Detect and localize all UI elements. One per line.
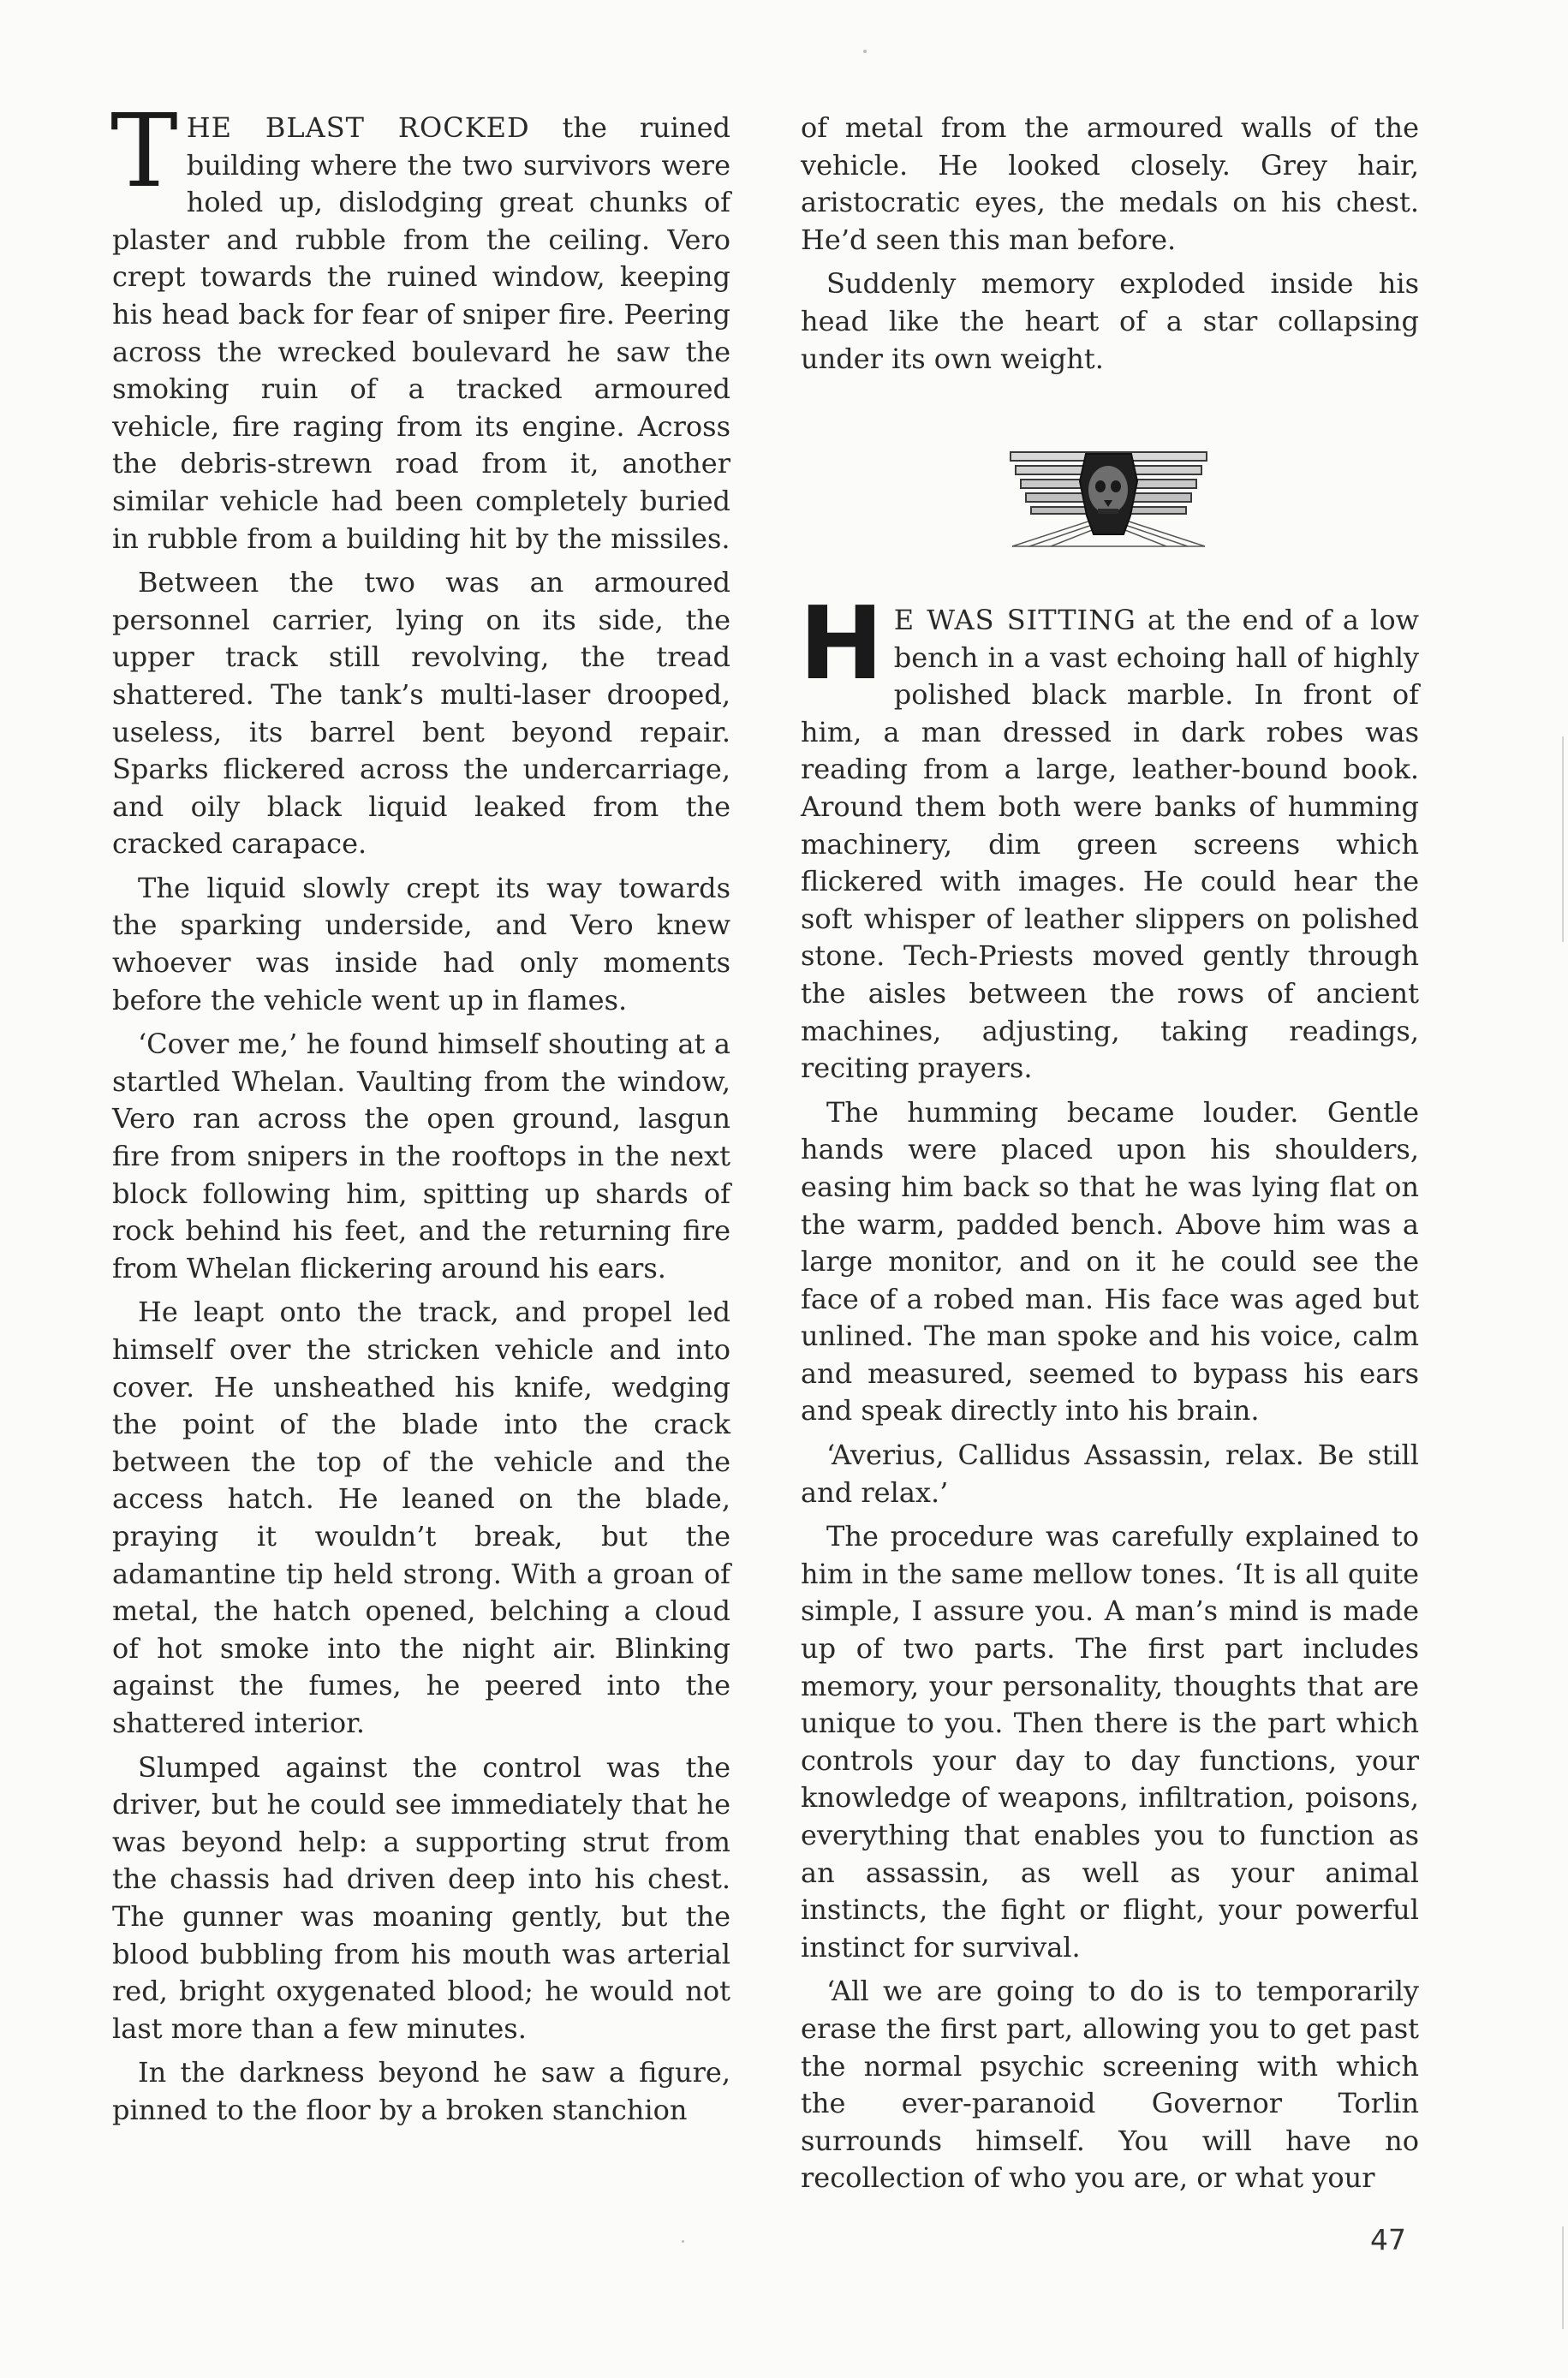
paragraph: He leapt onto the track, and propel led himself over the stricken vehicle and into cover. He unsheathed his knife, wedging the point of the blade into the crack between the top of the vehicle and the access hatch. He leaned on the blade, praying it wouldn’t break, but the adamantine tip held strong. With a groan of metal, the hatch opened, belching a cloud of hot smoke into the night air. Blinking against the fumes, he peered into the shattered interior. (112, 1296, 730, 1739)
page-number: 47 (1370, 2223, 1406, 2256)
drop-cap-t: T (110, 92, 178, 210)
paragraph: Slumped against the control was the driver, but he could see immediately that he was beyond help: a supporting strut from the chassis had driven deep into his chest. The gunner was moaning gently, but the blood bubbling from his mouth was arterial red, bright oxygenated blood; he would not last more than a few minutes. (112, 1750, 730, 2045)
section-opening-paragraph (799, 584, 1420, 1088)
paragraph: Between the two was an armoured personnel carrier, lying on its side, the upper track still revolving, the tread shattered. The tank’s multi-laser drooped, useless, its barrel bent beyond repair. Sparks flickered across the undercarriage, and oily black liquid leaked from the cracked carapace. (112, 566, 730, 861)
opening-text: the ruined building where the two survivors were holed up, dislodging great chunks of plaster and rubble from the ceiling. Vero crept towards the ruined window, keeping his head back for fear of sniper fire. Peering across the wrecked boulevard he saw the smoking ruin of a tracked armoured vehicle, fire raging from its engine. Across the debris-strewn road from it, another similar vehicle had been completely buried in rubble from a building hit by the missiles. (112, 111, 730, 555)
paragraph: The humming became louder. Gentle hands were placed upon his shoulders, easing him back so that he was lying flat on the warm, padded bench. Above him was a large monitor, and on it he could see the face of a robed man. His face was aged but unlined. The man spoke and his voice, calm and measured, seemed to bypass his ears and speak directly into his brain. (801, 1095, 1419, 1427)
left-column (110, 92, 730, 2136)
paragraph: of metal from the armoured walls of the vehicle. He looked closely. Grey hair, aristocratic eyes, the medals on his chest. He’d seen this man before. (801, 111, 1419, 256)
paragraph: ‘All we are going to do is to temporarily erase the first part, allowing you to get past the normal psychic screening with which the ever-paranoid Governor Torlin surrounds himself. You will have no recollection of who you are, or what your (801, 1975, 1419, 2195)
paper-speck (863, 50, 867, 53)
paragraph: ‘Averius, Callidus Assassin, relax. Be still and relax.’ (801, 1439, 1419, 1509)
drop-cap-h: H (799, 584, 884, 702)
section-opening-small-caps: E WAS SITTING (893, 604, 1136, 636)
right-column (801, 110, 1419, 384)
paragraph: ‘Cover me,’ he found himself shouting at a startled Whelan. Vaulting from the window, Vero ran across the open ground, lasgun fire from snipers in the rooftops in the next block following him, spitting up shards of rock behind his feet, and the returning fire from Whelan flickering around his ears. (112, 1028, 730, 1284)
page-edge-mark (1562, 2226, 1564, 2329)
imperial-eagle-skull-ornament-icon (1004, 445, 1213, 548)
paragraph: The liquid slowly crept its way towards the sparking underside, and Vero knew whoever was inside had only moments before the vehicle went up in flames. (112, 871, 730, 1016)
opening-paragraph (110, 92, 730, 557)
paragraph: In the darkness beyond he saw a figure, pinned to the floor by a broken stanchion (112, 2056, 730, 2126)
paragraph: Suddenly memory exploded inside his head like the heart of a star collapsing under its own weight. (801, 267, 1419, 375)
right-column-section-two (799, 584, 1420, 2204)
paragraph: The procedure was carefully explained to him in the same mellow tones. ‘It is all quite simple, I assure you. A man’s mind is made up of two parts. The first part includes memory, your personality, thoughts that are unique to you. Then there is the part which controls your day to day functions, your knowledge of weapons, infiltration, poisons, everything that enables you to function as an assassin, as well as your animal instincts, the fight or flight, your powerful instinct for survival. (801, 1520, 1419, 1964)
page-edge-mark (1562, 736, 1564, 942)
paper-speck (682, 2240, 684, 2243)
opening-small-caps: HE BLAST ROCKED (186, 111, 530, 144)
section-opening-text: at the end of a low bench in a vast echoing hall of highly polished black marble. In front of him, a man dressed in dark robes was reading from a large, leather-bound book. Around them both were banks of humming machinery, dim green screens which flickered with images. He could hear the soft whisper of leather slippers on polished stone. Tech-Priests moved gently through the aisles between the rows of ancient machines, adjusting, taking readings, reciting prayers. (801, 604, 1420, 1085)
